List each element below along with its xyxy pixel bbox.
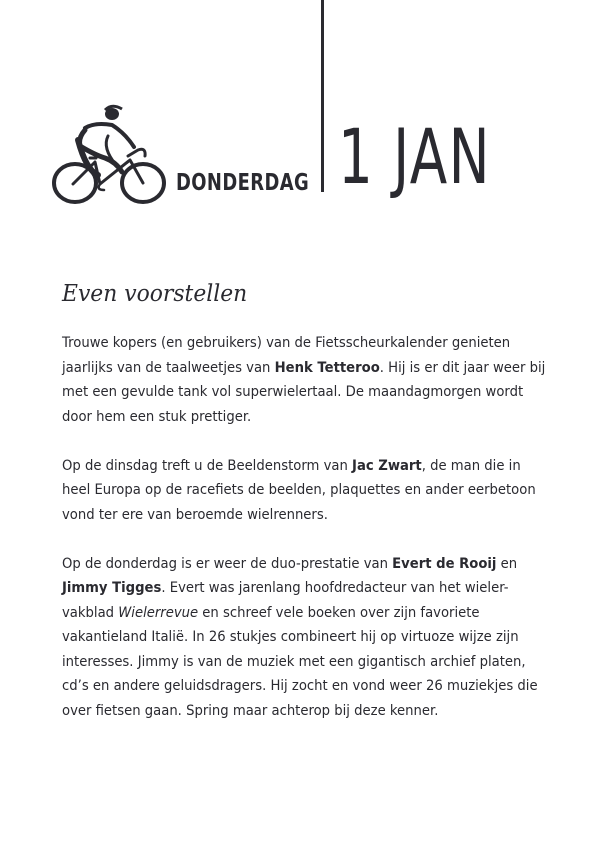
text-line [62,454,527,479]
text-segment: jaarlijks van de taalweetjes van [62,359,275,376]
paragraph [62,331,562,429]
text-line [62,674,538,699]
article-title: Even voorstellen [62,281,248,307]
divider-line [321,0,324,192]
text-segment: Trouwe kopers (en gebruikers) van de Fietsscheurkalender genieten [62,335,511,351]
text-segment: met een gevulde tank vol superwielertaal. De maandagmorgen wordt [62,384,524,400]
text-segment: heel Europa op de racefiets de beelden, plaquettes en ander eerbetoon [62,482,536,498]
text-segment: interesses. Jimmy is van de muziek met een gigantisch archief platen, [62,653,526,670]
text-segment: vond ter ere van beroemde wielrenners. [62,506,328,523]
text-segment: door hem een stuk prettiger. [62,408,252,425]
text-line [62,331,527,356]
text-segment: , de man die in [421,457,521,474]
text-line [62,601,527,626]
text-line [62,699,527,724]
date-label: 1 JAN [338,112,491,201]
bold-name: Henk Tetteroo [274,359,380,376]
text-segment: vakblad [62,604,119,621]
text-segment: cd’s en andere geluidsdragers. Hij zocht en vond weer 26 muziekjes die [62,678,538,694]
text-line [62,576,527,601]
bold-name: Jac Zwart [352,457,422,474]
text-segment: Op de dinsdag treft u de Beeldenstorm van [62,457,353,474]
article-body [62,331,562,748]
text-line [62,405,527,430]
weekday-label: DONDERDAG [176,170,310,196]
text-line [62,478,536,503]
bold-name: Evert de Rooij [392,555,497,572]
text-line [62,503,527,528]
text-segment: . Hij is er dit jaar weer bij [379,359,546,376]
paragraph [62,552,562,724]
paragraph [62,454,562,528]
text-line [62,380,527,405]
bold-name: Jimmy Tigges [62,580,162,596]
cyclist-icon [50,100,170,210]
text-segment: . Evert was jarenlang hoofdredacteur van het wieler- [161,580,509,596]
text-line [62,650,527,675]
text-line [62,625,527,650]
text-segment: en [496,555,518,572]
italic-title: Wielerrevue [118,604,199,621]
text-segment: over fietsen gaan. Spring maar achterop bij deze kenner. [62,702,439,719]
text-line [62,356,546,381]
text-segment: vakantieland Italië. In 26 stukjes combineert hij op virtuoze wijze zijn [62,629,519,645]
text-segment: Op de donderdag is er weer de duo-prestatie van [62,555,393,572]
text-line [62,552,527,577]
text-segment: en schreef vele boeken over zijn favoriete [198,604,480,621]
